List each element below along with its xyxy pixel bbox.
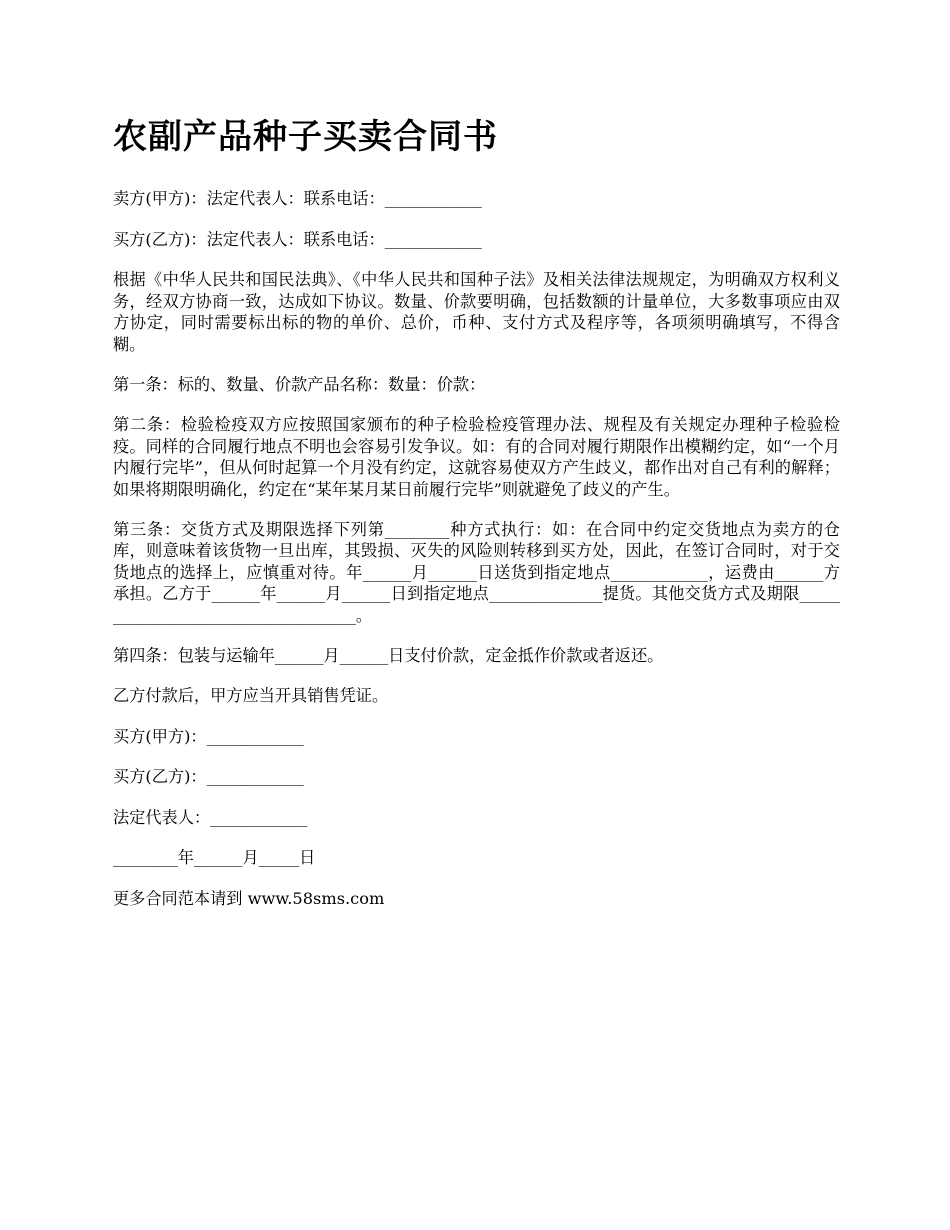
preamble-paragraph: 根据《中华人民共和国民法典》、《中华人民共和国种子法》及相关法律法规规定，为明确双方权利义务，经双方协商一致，达成如下协议。数量、价款要明确，包括数额的计量单位，大多数事项应由双方协定，同时需要标出标的物的单价、总价，币种、支付方式及程序等，各项须明确填写，不得含糊。	[113, 270, 840, 354]
buyer-line: 买方(乙方)：法定代表人：联系电话：____________	[113, 229, 482, 249]
article-2: 第二条：检验检疫双方应按照国家颁布的种子检验检疫管理办法、规程及有关规定办理种子检验检疫。同样的合同履行地点不明也会容易引发争议。如：有的合同对履行期限作出模糊约定，如“一个月内履行完毕”，但从何时起算一个月没有约定，这就容易使双方产生歧义，都作出对自己有利的解释；如果将期限明确化，约定在“某年某月某日前履行完毕”则就避免了歧义的产生。	[113, 415, 840, 499]
signature-date: ________年______月_____日	[113, 848, 316, 867]
payment-note: 乙方付款后，甲方应当开具销售凭证。	[113, 686, 389, 705]
article-3: 第三条：交货方式及期限选择下列第________种方式执行：如：在合同中约定交货地点为卖方的仓库，则意味着该货物一旦出库，其毁损、灭失的风险则转移到买方处，因此，在签订合同时，对于交货地点的选择上，应慎重对待。年______月______日送货到指定地点____________，运费由______方承担。乙方于______年______月______日到指定地点______________提货。其他交货方式及期限___________________________________。	[113, 519, 840, 625]
signature-party-a: 买方(甲方)：____________	[113, 726, 304, 746]
signature-party-b: 买方(乙方)：____________	[113, 767, 304, 786]
document-title: 农副产品种子买卖合同书	[113, 117, 498, 157]
signature-representative: 法定代表人：____________	[113, 807, 308, 827]
footer-link-text: 更多合同范本请到 www.58sms.com	[113, 888, 385, 908]
contract-document	[113, 108, 840, 928]
seller-line: 卖方(甲方)：法定代表人：联系电话：____________	[113, 189, 482, 208]
article-4: 第四条：包装与运输年______月______日支付价款，定金抵作价款或者返还。	[113, 645, 664, 665]
article-1: 第一条：标的、数量、价款产品名称：数量：价款：	[113, 374, 486, 394]
